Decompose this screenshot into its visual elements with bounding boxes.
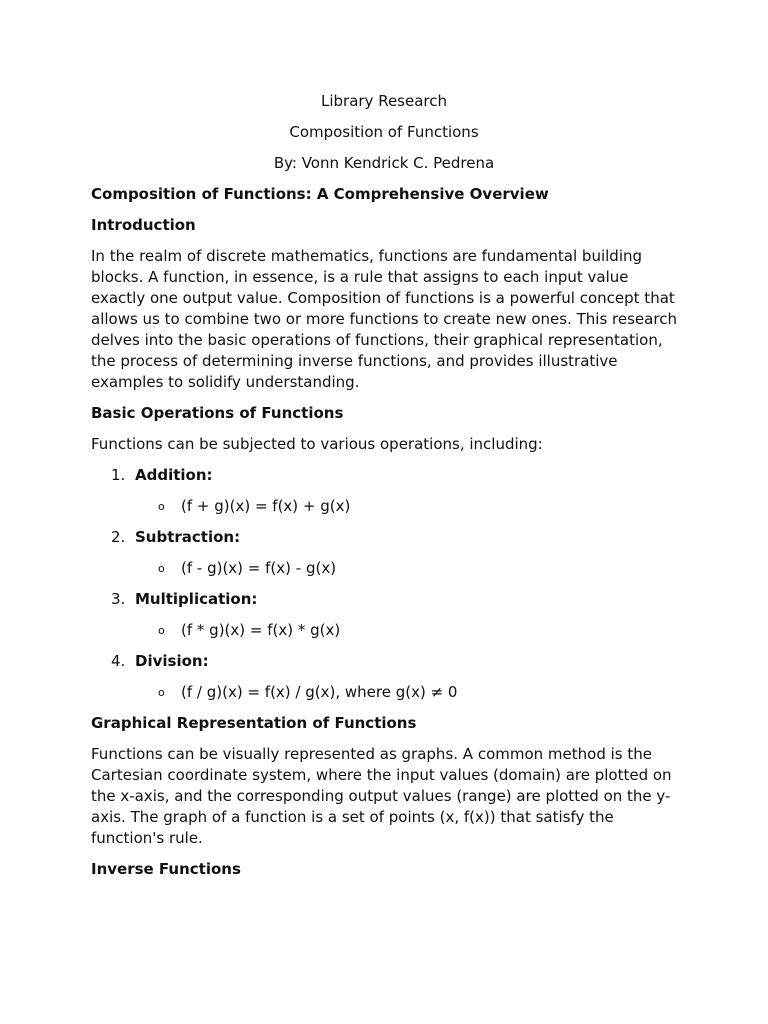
operations-list (91, 465, 677, 703)
document-title: Composition of Functions: A Comprehensive Overview (91, 185, 549, 203)
graphical-representation-paragraph: Functions can be visually represented as graphs. A common method is the Cartesian coordinate system, where the input values (domain) are plotted on the x-axis, and the corresponding output values (range) are plotted on the y-axis. The graph of a function is a set of points (x, f(x)) that satisfy the function's rule. (91, 745, 672, 847)
list-item-addition (91, 465, 677, 486)
introduction-paragraph: In the realm of discrete mathematics, functions are fundamental building blocks. A function, in essence, is a rule that assigns to each input value exactly one output value. Composition of functions is a powerful concept that allows us to combine two or more functions to create new ones. This research delves into the basic operations of functions, their graphical representation, the process of determining inverse functions, and provides illustrative examples to solidify understanding. (91, 247, 677, 391)
basic-operations-paragraph: Functions can be subjected to various operations, including: (91, 435, 543, 453)
formula-text: (f + g)(x) = f(x) + g(x) (181, 497, 351, 515)
list-item-subtraction (91, 527, 677, 548)
section-heading-introduction: Introduction (91, 216, 196, 234)
circle-bullet-icon: o (158, 624, 165, 637)
section-heading-graphical-representation: Graphical Representation of Functions (91, 714, 417, 732)
sub-item-subtraction-formula (91, 558, 677, 579)
formula-text: (f * g)(x) = f(x) * g(x) (181, 621, 341, 639)
list-label: Multiplication: (135, 590, 258, 608)
list-number: 4. (111, 652, 126, 670)
formula-text: (f - g)(x) = f(x) - g(x) (181, 559, 337, 577)
list-item-division (91, 651, 677, 672)
list-label: Addition: (135, 466, 213, 484)
circle-bullet-icon: o (158, 686, 165, 699)
sub-item-addition-formula (91, 496, 677, 517)
list-number: 2. (111, 528, 126, 546)
circle-bullet-icon: o (158, 500, 165, 513)
formula-text: (f / g)(x) = f(x) / g(x), where g(x) ≠ 0 (181, 683, 458, 701)
list-number: 1. (111, 466, 126, 484)
circle-bullet-icon: o (158, 562, 165, 575)
list-number: 3. (111, 590, 126, 608)
list-label: Division: (135, 652, 209, 670)
list-item-multiplication (91, 589, 677, 610)
section-heading-basic-operations: Basic Operations of Functions (91, 404, 344, 422)
list-label: Subtraction: (135, 528, 241, 546)
header-line-author: By: Vonn Kendrick C. Pedrena (273, 154, 495, 172)
section-heading-inverse-functions: Inverse Functions (91, 860, 241, 878)
header-line-library-research: Library Research (320, 92, 448, 110)
sub-item-division-formula (91, 682, 677, 703)
sub-item-multiplication-formula (91, 620, 677, 641)
header-line-topic: Composition of Functions (289, 123, 479, 141)
